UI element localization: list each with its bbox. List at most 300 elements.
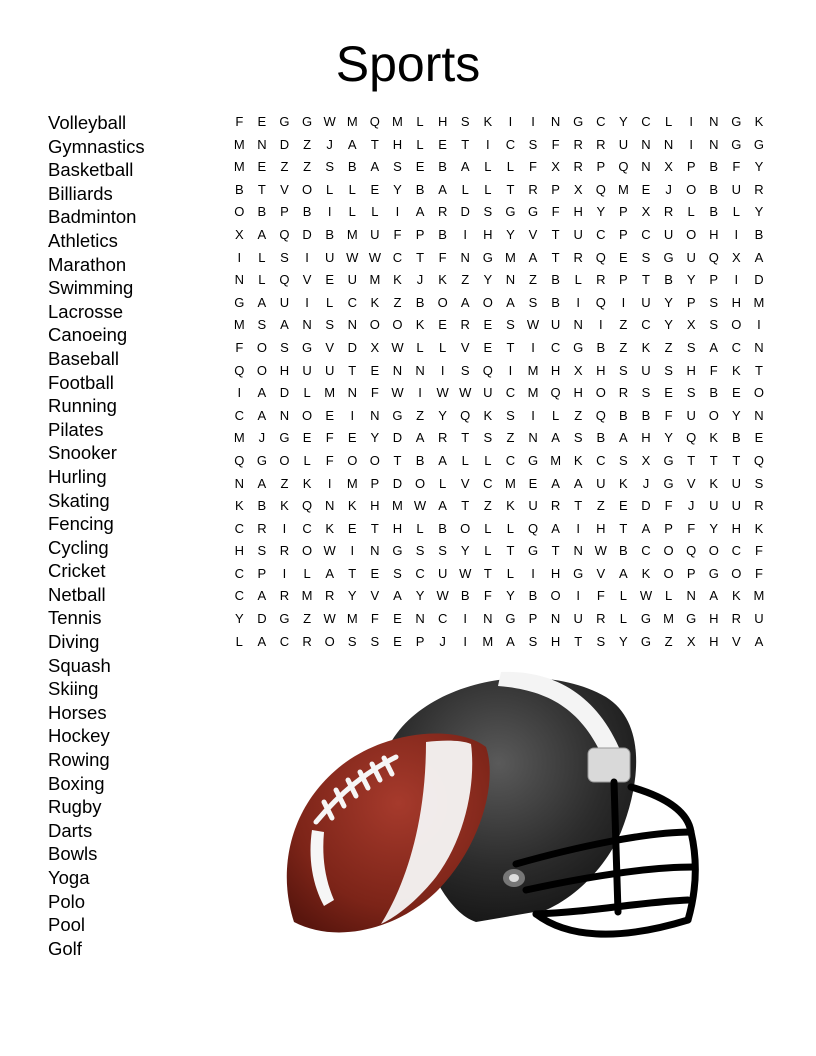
grid-letter: F	[709, 362, 718, 378]
grid-letter: A	[438, 452, 447, 468]
grid-letter: I	[418, 385, 422, 401]
grid-letter: A	[257, 407, 267, 423]
grid-letter: Q	[279, 272, 290, 288]
grid-letter: F	[370, 385, 379, 401]
grid-letter: O	[256, 339, 267, 355]
grid-letter: Z	[280, 475, 289, 491]
grid-letter: W	[323, 114, 336, 129]
grid-letter: D	[279, 136, 290, 152]
grid-letter: T	[619, 520, 628, 536]
grid-letter: P	[619, 272, 628, 288]
grid-letter: A	[551, 520, 560, 536]
grid-letter: E	[370, 362, 380, 378]
grid-letter: Z	[619, 339, 628, 355]
grid-letter: M	[324, 385, 336, 401]
grid-letter: P	[709, 272, 719, 288]
grid-letter: O	[414, 475, 426, 491]
grid-letter: K	[573, 452, 583, 468]
grid-letter: V	[596, 565, 606, 581]
grid-letter: U	[618, 136, 629, 152]
grid-letter: U	[347, 272, 357, 288]
grid-letter: U	[437, 565, 448, 581]
grid-letter: L	[484, 520, 492, 536]
grid-letter: Z	[483, 498, 492, 514]
grid-letter: I	[463, 611, 468, 627]
grid-letter: C	[234, 565, 244, 581]
grid-letter: Q	[369, 114, 380, 129]
grid-letter: F	[754, 543, 763, 559]
grid-letter: G	[573, 114, 584, 129]
grid-letter: H	[709, 226, 719, 242]
grid-letter: T	[461, 430, 470, 446]
grid-letter: Z	[529, 272, 537, 288]
grid-letter: X	[234, 226, 244, 242]
word-list-item: Baseball	[48, 347, 119, 369]
grid-letter: I	[305, 249, 309, 265]
grid-letter: L	[416, 136, 424, 152]
grid-letter: C	[596, 226, 606, 242]
grid-letter: A	[257, 385, 267, 401]
grid-letter: B	[641, 407, 651, 423]
grid-letter: F	[687, 520, 696, 536]
grid-letter: K	[754, 114, 764, 129]
grid-letter: N	[257, 136, 267, 152]
word-list-item: Squash	[48, 654, 111, 676]
grid-letter: B	[551, 294, 560, 310]
grid-letter: I	[395, 204, 400, 220]
grid-letter: E	[641, 181, 651, 197]
grid-letter: M	[527, 385, 539, 401]
word-list-item: Football	[48, 371, 114, 393]
grid-letter: A	[619, 430, 628, 446]
grid-letter: B	[709, 159, 719, 175]
grid-letter: P	[370, 475, 380, 491]
grid-letter: Y	[393, 181, 402, 197]
grid-letter: T	[642, 272, 650, 288]
grid-letter: N	[415, 362, 425, 378]
grid-letter: V	[280, 181, 289, 197]
grid-letter: N	[234, 272, 244, 288]
grid-letter: C	[392, 249, 403, 265]
grid-letter: M	[505, 475, 516, 491]
grid-letter: Y	[370, 430, 380, 446]
grid-letter: T	[506, 543, 515, 559]
grid-letter: Z	[303, 611, 312, 627]
word-list-item: Cycling	[48, 536, 109, 558]
word-list-item: Tennis	[48, 607, 102, 629]
grid-letter: R	[302, 633, 312, 649]
grid-letter: F	[235, 339, 244, 355]
grid-letter: R	[528, 181, 538, 197]
grid-letter: H	[392, 136, 403, 152]
grid-letter: F	[393, 226, 402, 242]
grid-letter: O	[369, 317, 380, 333]
grid-letter: L	[416, 520, 424, 536]
grid-letter: R	[460, 317, 470, 333]
grid-letter: B	[709, 181, 719, 197]
grid-letter: L	[687, 204, 695, 220]
grid-letter: L	[551, 407, 560, 423]
grid-letter: S	[686, 339, 696, 355]
grid-letter: Y	[664, 317, 673, 333]
grid-letter: K	[709, 430, 719, 446]
grid-letter: A	[754, 633, 764, 649]
grid-letter: Y	[664, 430, 673, 446]
grid-letter: L	[664, 588, 673, 604]
grid-letter: Q	[234, 452, 245, 468]
grid-letter: G	[573, 339, 584, 355]
grid-letter: B	[528, 588, 538, 604]
grid-letter: X	[641, 452, 651, 468]
grid-letter: Y	[754, 159, 764, 175]
grid-letter: Y	[506, 226, 515, 242]
grid-letter: L	[484, 159, 492, 175]
grid-letter: E	[528, 475, 538, 491]
grid-letter: S	[370, 633, 380, 649]
grid-letter: T	[754, 362, 763, 378]
grid-letter: S	[483, 430, 493, 446]
grid-letter: N	[415, 611, 425, 627]
grid-letter: C	[505, 385, 516, 401]
grid-letter: B	[302, 204, 312, 220]
grid-letter: M	[753, 294, 765, 310]
grid-letter: E	[619, 498, 628, 514]
grid-letter: Z	[619, 317, 628, 333]
grid-letter: R	[550, 498, 561, 514]
grid-letter: C	[415, 565, 425, 581]
grid-letter: O	[279, 452, 290, 468]
grid-letter: O	[731, 317, 742, 333]
grid-letter: G	[527, 543, 539, 559]
grid-letter: A	[551, 475, 560, 491]
grid-letter: S	[280, 249, 289, 265]
grid-letter: V	[686, 475, 696, 491]
grid-letter: X	[664, 159, 673, 175]
grid-letter: G	[234, 294, 245, 310]
word-list-item: Yoga	[48, 867, 90, 888]
grid-letter: B	[596, 430, 606, 446]
grid-letter: M	[482, 633, 494, 649]
grid-letter: K	[234, 498, 244, 514]
grid-letter: D	[754, 272, 764, 288]
grid-letter: R	[324, 588, 335, 604]
grid-letter: L	[461, 452, 469, 468]
grid-letter: U	[754, 611, 764, 627]
grid-letter: O	[460, 520, 471, 536]
grid-letter: B	[438, 520, 447, 536]
grid-letter: I	[598, 317, 603, 333]
grid-letter: N	[324, 498, 335, 514]
grid-letter: L	[371, 204, 379, 220]
grid-letter: Z	[574, 407, 583, 423]
word-list	[48, 111, 145, 960]
grid-letter: X	[686, 317, 696, 333]
grid-letter: E	[347, 520, 357, 536]
grid-letter: Y	[234, 611, 244, 627]
grid-letter: C	[596, 114, 606, 129]
grid-letter: I	[689, 136, 693, 152]
grid-letter: G	[505, 611, 516, 627]
grid-letter: B	[460, 588, 470, 604]
word-list-item: Fencing	[48, 513, 114, 535]
grid-letter: P	[280, 204, 289, 220]
grid-letter: J	[687, 498, 695, 514]
grid-letter: N	[754, 339, 764, 355]
grid-letter: A	[257, 588, 267, 604]
grid-letter: P	[619, 226, 628, 242]
grid-letter: A	[415, 430, 425, 446]
grid-letter: K	[370, 294, 380, 310]
grid-letter: L	[258, 272, 266, 288]
grid-letter: T	[461, 136, 470, 152]
grid-letter: Y	[483, 272, 493, 288]
grid-letter: I	[508, 362, 513, 378]
grid-letter: R	[573, 249, 583, 265]
grid-letter: S	[460, 362, 470, 378]
grid-letter: S	[483, 204, 493, 220]
grid-letter: R	[596, 272, 606, 288]
grid-letter: C	[505, 136, 516, 152]
grid-letter: I	[282, 565, 287, 581]
grid-letter: T	[551, 226, 560, 242]
grid-letter: N	[528, 430, 538, 446]
grid-letter: K	[280, 498, 289, 514]
grid-letter: F	[483, 588, 492, 604]
grid-letter: T	[370, 520, 379, 536]
grid-letter: Q	[234, 362, 245, 378]
grid-letter: P	[664, 520, 673, 536]
grid-letter: U	[324, 249, 335, 265]
grid-letter: M	[663, 611, 674, 627]
grid-letter: E	[619, 249, 628, 265]
grid-letter: I	[305, 294, 309, 310]
grid-letter: E	[393, 633, 402, 649]
grid-letter: K	[732, 588, 741, 604]
grid-letter: A	[257, 475, 267, 491]
grid-letter: B	[709, 385, 719, 401]
grid-letter: Z	[664, 339, 673, 355]
grid-letter: R	[731, 611, 742, 627]
grid-letter: D	[347, 339, 357, 355]
grid-letter: S	[528, 633, 538, 649]
grid-letter: Q	[460, 407, 471, 423]
grid-letter: B	[257, 498, 267, 514]
grid-letter: M	[301, 588, 313, 604]
grid-letter: K	[483, 114, 493, 129]
grid-letter: K	[415, 317, 425, 333]
grid-letter: N	[370, 543, 380, 559]
grid-letter: W	[391, 339, 404, 355]
grid-letter: Q	[686, 543, 697, 559]
grid-letter: L	[326, 181, 334, 197]
grid-letter: M	[369, 272, 381, 288]
grid-letter: E	[325, 407, 334, 423]
grid-letter: F	[438, 249, 447, 265]
grid-letter: R	[279, 588, 290, 604]
grid-letter: U	[709, 498, 719, 514]
word-list-item: Diving	[48, 631, 100, 653]
grid-letter: E	[257, 159, 267, 175]
grid-letter: T	[732, 452, 741, 468]
grid-letter: U	[686, 407, 696, 423]
grid-letter: C	[505, 452, 516, 468]
grid-letter: S	[257, 317, 267, 333]
grid-letter: G	[392, 407, 403, 423]
grid-letter: N	[550, 114, 561, 129]
grid-letter: U	[731, 181, 742, 197]
grid-letter: A	[280, 317, 289, 333]
word-list-item: Swimming	[48, 277, 134, 299]
grid-letter: Z	[596, 498, 605, 514]
grid-letter: W	[323, 611, 336, 627]
grid-letter: O	[708, 407, 719, 423]
grid-letter: I	[576, 520, 581, 536]
grid-letter: M	[617, 181, 629, 197]
grid-letter: R	[437, 204, 448, 220]
grid-letter: W	[436, 588, 449, 604]
grid-letter: L	[416, 339, 424, 355]
grid-letter: U	[641, 362, 651, 378]
grid-letter: L	[303, 385, 311, 401]
word-list-item: Hockey	[48, 725, 110, 747]
grid-letter: R	[279, 543, 290, 559]
grid-letter: P	[257, 565, 267, 581]
grid-letter: S	[280, 339, 289, 355]
grid-letter: P	[686, 294, 696, 310]
word-list-item: Badminton	[48, 206, 137, 228]
grid-letter: K	[754, 520, 764, 536]
grid-letter: O	[708, 543, 719, 559]
grid-letter: N	[505, 272, 516, 288]
grid-letter: S	[573, 430, 583, 446]
grid-letter: H	[437, 114, 448, 129]
grid-letter: U	[731, 475, 742, 491]
grid-letter: J	[326, 136, 333, 152]
grid-letter: H	[709, 611, 719, 627]
grid-letter: U	[324, 362, 335, 378]
grid-letter: C	[347, 294, 357, 310]
grid-letter: Z	[461, 272, 470, 288]
grid-letter: W	[594, 543, 607, 559]
grid-letter: F	[325, 452, 334, 468]
grid-letter: E	[302, 430, 312, 446]
grid-letter: R	[663, 204, 674, 220]
football-helmet-illustration	[276, 662, 706, 952]
grid-letter: A	[460, 294, 470, 310]
grid-letter: K	[347, 498, 357, 514]
word-list-item: Canoeing	[48, 324, 128, 346]
word-list-item: Pilates	[48, 418, 104, 440]
grid-letter: I	[621, 294, 626, 310]
grid-letter: W	[346, 249, 359, 265]
grid-letter: K	[302, 475, 312, 491]
grid-letter: G	[663, 452, 674, 468]
grid-letter: V	[528, 226, 538, 242]
grid-letter: U	[573, 611, 583, 627]
grid-letter: Q	[595, 249, 606, 265]
grid-letter: T	[483, 565, 492, 581]
grid-letter: K	[641, 339, 651, 355]
grid-letter: T	[574, 498, 583, 514]
grid-letter: S	[460, 114, 470, 129]
word-list-item: Darts	[48, 819, 93, 841]
grid-letter: I	[757, 317, 761, 333]
grid-letter: D	[641, 498, 651, 514]
grid-letter: H	[686, 362, 696, 378]
grid-letter: Y	[506, 588, 515, 604]
grid-letter: H	[709, 633, 719, 649]
grid-letter: F	[551, 204, 560, 220]
grid-letter: H	[279, 362, 290, 378]
grid-letter: T	[461, 498, 470, 514]
grid-letter: W	[526, 317, 540, 333]
grid-letter: G	[708, 565, 719, 581]
grid-letter: G	[640, 633, 652, 649]
grid-letter: G	[302, 339, 313, 355]
grid-letter: N	[234, 475, 244, 491]
grid-letter: F	[529, 159, 537, 175]
word-list-item: Boxing	[48, 772, 105, 794]
grid-letter: V	[732, 633, 741, 649]
word-list-item: Rugby	[48, 796, 102, 818]
grid-letter: H	[573, 385, 583, 401]
grid-letter: B	[234, 181, 244, 197]
grid-letter: S	[686, 385, 696, 401]
grid-letter: B	[415, 452, 425, 468]
grid-letter: Y	[460, 543, 470, 559]
grid-letter: Y	[619, 114, 628, 129]
grid-letter: O	[302, 181, 313, 197]
grid-letter: S	[325, 317, 334, 333]
grid-letter: B	[438, 159, 447, 175]
grid-letter: S	[415, 543, 425, 559]
grid-letter: F	[235, 114, 244, 129]
grid-letter: F	[754, 565, 763, 581]
word-list-item: Skating	[48, 489, 110, 511]
grid-letter: U	[370, 226, 380, 242]
grid-letter: B	[596, 339, 606, 355]
grid-letter: S	[619, 362, 628, 378]
grid-letter: Q	[686, 430, 697, 446]
word-list-item: Bowls	[48, 843, 98, 865]
grid-letter: Y	[732, 407, 741, 423]
word-list-item: Polo	[48, 890, 86, 912]
grid-letter: A	[573, 475, 583, 491]
grid-letter: N	[392, 362, 403, 378]
grid-letter: H	[550, 565, 561, 581]
grid-letter: L	[506, 159, 515, 175]
grid-letter: Q	[595, 407, 606, 423]
grid-letter: Y	[438, 407, 447, 423]
word-list-item: Running	[48, 395, 117, 417]
grid-letter: A	[506, 294, 515, 310]
grid-letter: T	[687, 452, 696, 468]
grid-letter: G	[663, 249, 674, 265]
grid-letter: X	[732, 249, 741, 265]
grid-letter: Q	[279, 226, 290, 242]
grid-letter: E	[438, 136, 447, 152]
grid-letter: Q	[595, 294, 606, 310]
word-list-item: Basketball	[48, 159, 134, 181]
grid-letter: O	[731, 565, 742, 581]
grid-letter: I	[327, 475, 332, 491]
grid-letter: Q	[482, 362, 493, 378]
grid-letter: G	[527, 452, 539, 468]
grid-letter: A	[709, 339, 719, 355]
grid-letter: S	[325, 159, 334, 175]
word-list-item: Lacrosse	[48, 300, 124, 322]
grid-letter: A	[460, 159, 470, 175]
